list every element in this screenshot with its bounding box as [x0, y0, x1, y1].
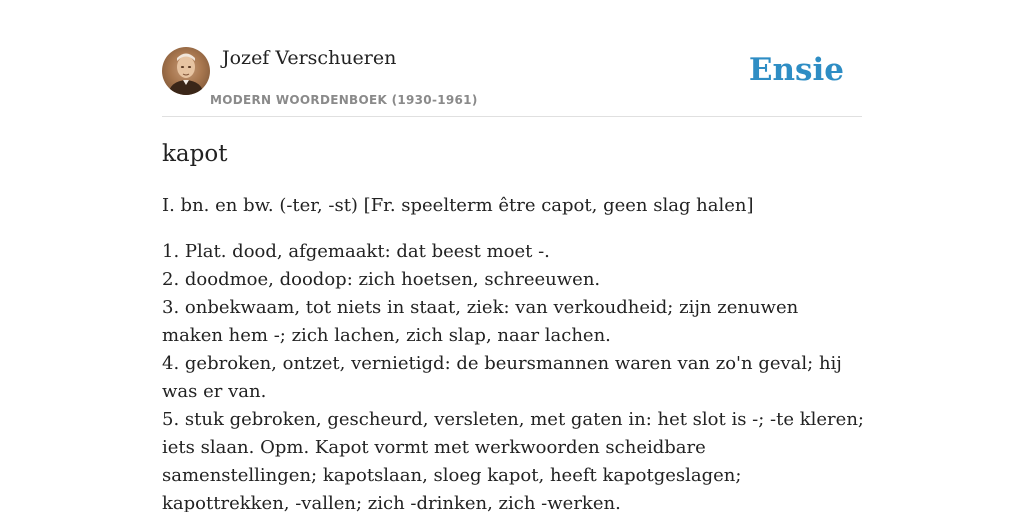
brand-logo[interactable]: Ensie	[748, 52, 844, 88]
entry-term: kapot	[162, 141, 228, 167]
author-avatar[interactable]	[162, 47, 210, 95]
definition-item: 4. gebroken, ontzet, vernietigd: de beursmannen waren van zo'n geval; hij was er van.	[162, 353, 842, 402]
definition-item: 1. Plat. dood, afgemaakt: dat beest moet -.	[162, 241, 550, 262]
definition-item: 2. doodmoe, doodop: zich hoetsen, schreeuwen.	[162, 269, 601, 290]
entry-intro: I. bn. en bw. (-ter, -st) [Fr. speelterm être capot, geen slag halen]	[162, 195, 754, 216]
definitions-list	[162, 238, 864, 512]
definition-item: 3. onbekwaam, tot niets in staat, ziek: van verkoudheid; zijn zenuwen maken hem -; zich lachen, zich slap, naar lachen.	[162, 297, 799, 346]
source-title[interactable]: MODERN WOORDENBOEK (1930-1961)	[210, 93, 478, 107]
author-name[interactable]: Jozef Verschueren	[222, 47, 397, 69]
portrait-icon	[162, 47, 210, 95]
entry-content	[162, 138, 864, 512]
header	[162, 46, 862, 117]
definition-item: 5. stuk gebroken, gescheurd, versleten, met gaten in: het slot is -; -te kleren; iets slaan. Opm. Kapot vormt met werkwoorden scheidbare samenstellingen; kapotslaan, sloeg kapot, heeft kapotgeslagen; kapottrekken, -vallen; zich -drinken, zich -werken.	[162, 409, 864, 512]
